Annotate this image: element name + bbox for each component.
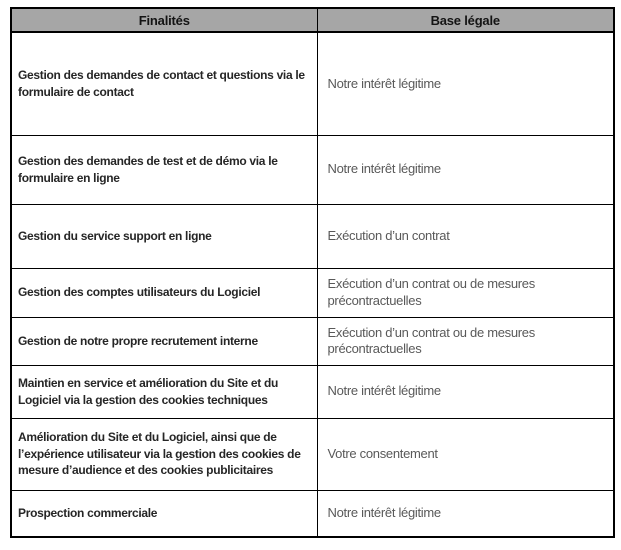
column-header-finalites: Finalités [11,8,317,32]
purpose-cell: Prospection commerciale [11,490,317,537]
purpose-cell: Gestion du service support en ligne [11,204,317,268]
table-header [11,8,614,32]
table-row [11,32,614,135]
table-row [11,317,614,365]
purpose-cell: Maintien en service et amélioration du Site et du Logiciel via la gestion des cookies techniques [11,365,317,418]
purpose-cell: Gestion des demandes de contact et questions via le formulaire de contact [11,32,317,135]
legal-basis-cell: Exécution d’un contrat ou de mesures précontractuelles [317,268,614,317]
column-header-base-legale: Base légale [317,8,614,32]
table-row [11,204,614,268]
purpose-cell: Gestion de notre propre recrutement interne [11,317,317,365]
purpose-cell: Gestion des demandes de test et de démo via le formulaire en ligne [11,135,317,204]
finalites-base-legale-table [10,7,615,538]
legal-basis-cell: Notre intérêt légitime [317,490,614,537]
table-row [11,418,614,490]
header-row [11,8,614,32]
purpose-cell: Gestion des comptes utilisateurs du Logiciel [11,268,317,317]
legal-basis-cell: Notre intérêt légitime [317,32,614,135]
table-row [11,365,614,418]
table-body [11,32,614,537]
legal-basis-cell: Exécution d’un contrat ou de mesures précontractuelles [317,317,614,365]
legal-basis-cell: Exécution d’un contrat [317,204,614,268]
legal-basis-cell: Votre consentement [317,418,614,490]
table-row [11,135,614,204]
legal-basis-cell: Notre intérêt légitime [317,135,614,204]
legal-basis-cell: Notre intérêt légitime [317,365,614,418]
table-row [11,490,614,537]
table-row [11,268,614,317]
purpose-cell: Amélioration du Site et du Logiciel, ainsi que de l’expérience utilisateur via la gestion des cookies de mesure d’audience et des cookies publicitaires [11,418,317,490]
